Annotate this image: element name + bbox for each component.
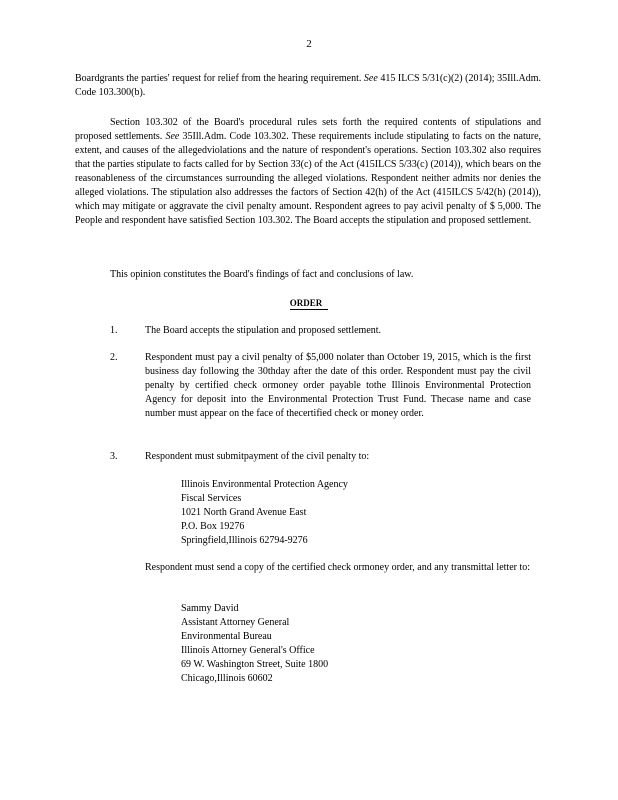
copy-instruction: Respondent must send a copy of the certified check ormoney order, and any transmittal letter to: bbox=[145, 562, 531, 573]
see-signal: See bbox=[165, 131, 180, 142]
address-line: P.O. Box 19276 bbox=[181, 521, 245, 532]
address-line: Sammy David bbox=[181, 603, 239, 614]
paragraph-text: 35Ill.Adm. Code 103.302. These requirements include stipulating to facts on the nature, extent, and causes of the allegedviolations and the nature of respondent's operations. Section 103.302 also requires that the parties stipulate to facts called for by Section 33(c) of the Act (415ILCS 5/33(c) (2014)), which bears on the reasonableness of the circumstances surrounding the alleged violations. Respondent neither admits nor denies the alleged violations. The stipulation also addresses the factors of Section 42(h) of the Act (415ILCS 5/42(h) (2014)), which may mitigate or aggravate the civil penalty amount. Respondent agrees to pay acivil penalty of $ 5,000. The People and respondent have satisfied Section 103.302. The Board accepts the stipulation and proposed settlement. bbox=[75, 131, 542, 226]
paragraph-hearing-relief bbox=[75, 72, 541, 100]
address-line: Assistant Attorney General bbox=[181, 617, 290, 628]
payment-address bbox=[181, 478, 348, 548]
order-item-text: Respondent must pay a civil penalty of $5,000 nolater than October 19, 2015, which is the first business day following the 30thday after the date of this order. Respondent must pay the civil penalty by certified check ormoney order payable tothe Illinois Environmental Protection Agency for deposit into the Environmental Protection Trust Fund. Thecase name and case number must appear on the face of thecertified check or money order. bbox=[145, 352, 531, 419]
order-heading bbox=[0, 296, 618, 310]
address-line: Fiscal Services bbox=[181, 493, 242, 504]
paragraph-text: Section 103.302 of the Board's procedural rules sets forth the required contents of stipulations and proposed settlements. bbox=[75, 117, 541, 142]
item-number: 2. bbox=[110, 352, 118, 363]
address-line: Springfield,Illinois 62794-9276 bbox=[181, 535, 308, 546]
see-signal: See bbox=[363, 73, 378, 84]
citation: 415 ILCS 5/31(c)(2) (2014); 35Ill.Adm. Code 103.300(b). bbox=[75, 73, 541, 98]
order-item-text: Respondent must submitpayment of the civil penalty to: bbox=[145, 451, 370, 462]
page-number: 2 bbox=[306, 38, 312, 50]
address-line: Illinois Attorney General's Office bbox=[181, 645, 315, 656]
address-line: 1021 North Grand Avenue East bbox=[181, 507, 307, 518]
item-number: 1. bbox=[110, 325, 118, 336]
paragraph-findings: This opinion constitutes the Board's findings of fact and conclusions of law. bbox=[110, 269, 414, 280]
copy-address bbox=[181, 602, 328, 686]
paragraph-text: Boardgrants the parties' request for relief from the hearing requirement. bbox=[75, 73, 362, 84]
address-line: Illinois Environmental Protection Agency bbox=[181, 479, 348, 490]
item-number: 3. bbox=[110, 451, 118, 462]
paragraph-stipulation bbox=[75, 116, 541, 228]
address-line: Environmental Bureau bbox=[181, 631, 272, 642]
order-heading-text: ORDER bbox=[290, 298, 329, 310]
address-line: 69 W. Washington Street, Suite 1800 bbox=[181, 659, 329, 670]
order-item-text: The Board accepts the stipulation and proposed settlement. bbox=[145, 325, 382, 336]
address-line: Chicago,Illinois 60602 bbox=[181, 673, 273, 684]
